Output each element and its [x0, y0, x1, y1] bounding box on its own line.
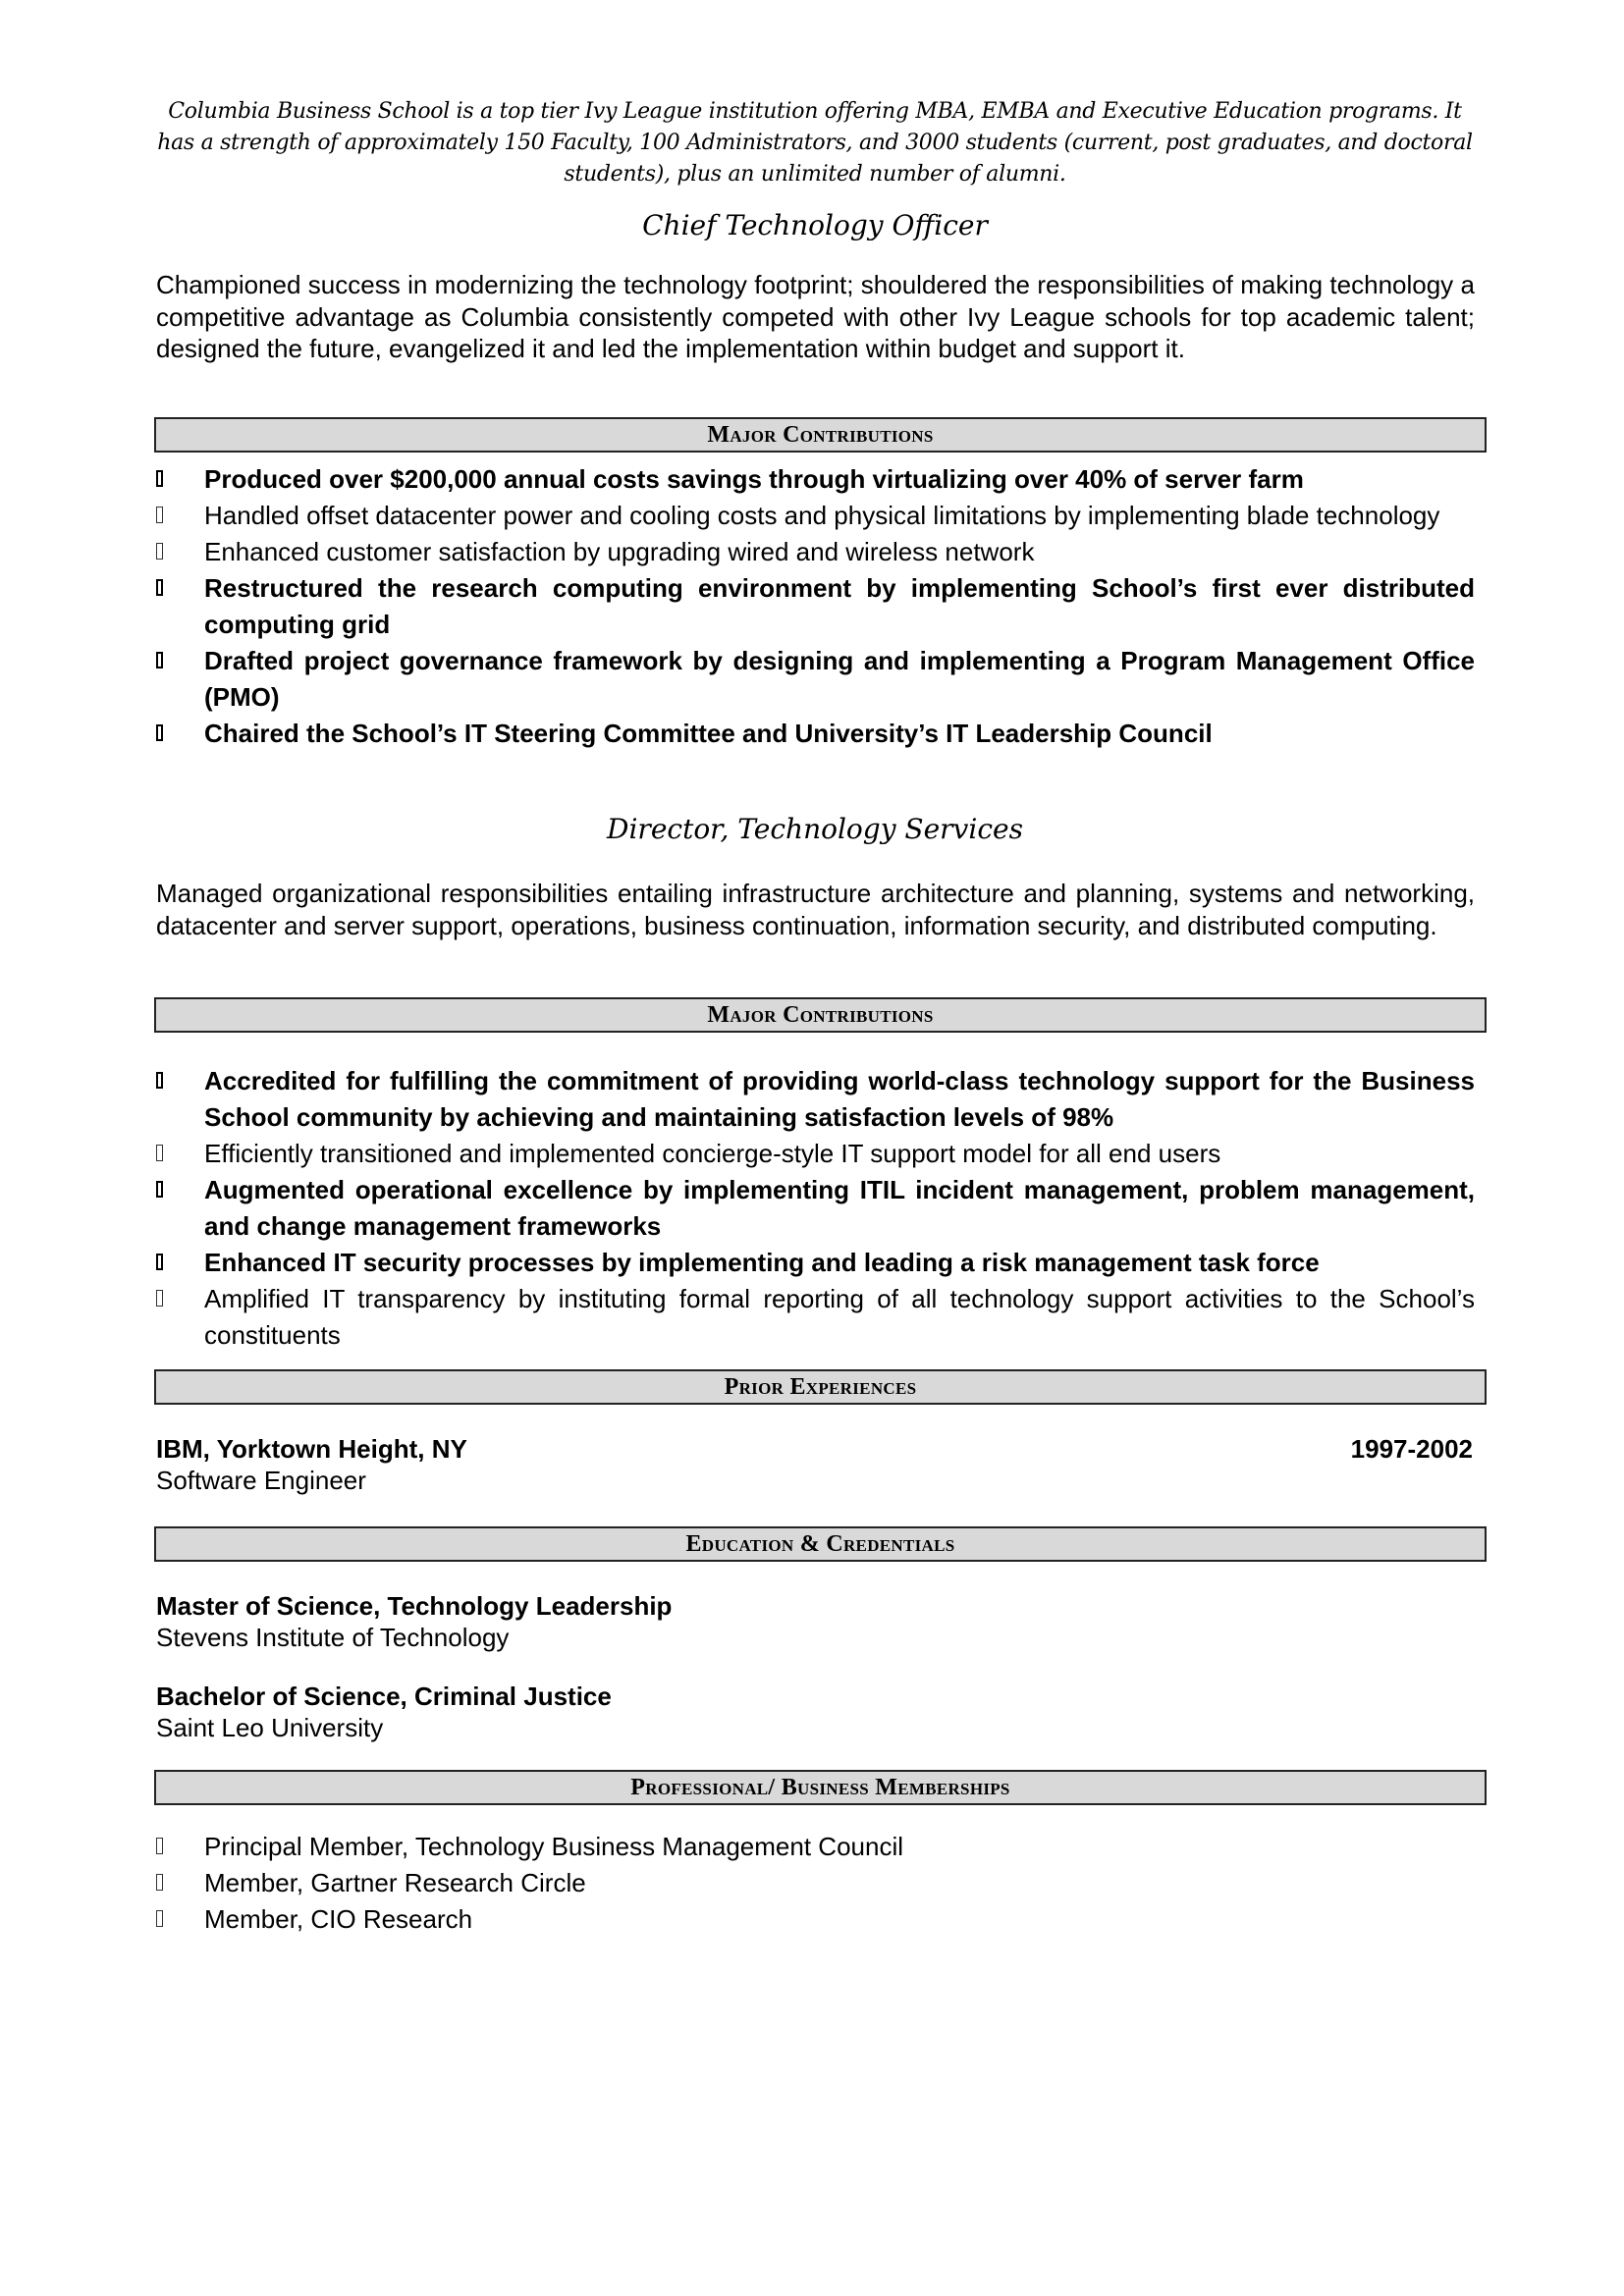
role-summary-director: Managed organizational responsibilities entailing infrastructure architecture and planning, systems and networking, datacenter and server support, operations, business continuation, information security, and distributed computing. [156, 879, 1475, 940]
contribution-text: Drafted project governance framework by designing and implementing a Program Management Office (PMO) [204, 646, 1475, 712]
contribution-text: Accredited for fulfilling the commitment of providing world-class technology support for the Business School community by achieving and maintaining satisfaction levels of 98% [204, 1066, 1475, 1132]
section-header-education: Education & Credentials [154, 1526, 1487, 1562]
role-title-cto: Chief Technology Officer [642, 209, 988, 241]
bullet-icon [156, 1910, 163, 1927]
list-item [154, 1063, 1475, 1136]
list-item [154, 498, 1475, 534]
list-item [154, 643, 1475, 716]
section-header-major-contributions: Major Contributions [154, 417, 1487, 453]
contribution-text: Efficiently transitioned and implemented concierge-style IT support model for all end users [204, 1139, 1221, 1168]
list-item [154, 1136, 1475, 1172]
contribution-text: Produced over $200,000 annual costs savings through virtualizing over 40% of server farm [204, 464, 1304, 494]
list-item [154, 534, 1475, 570]
contribution-text: Amplified IT transparency by instituting formal reporting of all technology support activities to the School’s constituents [204, 1284, 1475, 1350]
list-item [154, 1829, 1475, 1865]
bullet-icon [156, 579, 163, 596]
contribution-text: Enhanced IT security processes by implementing and leading a risk management task force [204, 1248, 1320, 1277]
role-title-director: Director, Technology Services [607, 813, 1023, 845]
bullet-icon [156, 1145, 163, 1161]
memberships-list [154, 1829, 1475, 1938]
employer-name: IBM, Yorktown Height, NY [156, 1434, 467, 1464]
list-item [154, 1865, 1475, 1901]
school: Stevens Institute of Technology [156, 1623, 510, 1652]
contribution-text: Restructured the research computing environment by implementing School’s first ever distributed computing grid [204, 573, 1475, 639]
list-item [154, 716, 1475, 752]
list-item [154, 1172, 1475, 1245]
bullet-icon [156, 652, 163, 668]
degree: Master of Science, Technology Leadership [156, 1591, 673, 1621]
company-description: Columbia Business School is a top tier Ivy League institution offering MBA, EMBA and Executive Education programs. It has a strength of approximately 150 Faculty, 100 Administrators, and 3000 students (current, post graduates, and doctoral students), plus an unlimited number of alumni. [157, 99, 1473, 187]
bullet-icon [156, 1290, 163, 1307]
section-header-major-contributions: Major Contributions [154, 997, 1487, 1033]
contribution-text: Handled offset datacenter power and cooling costs and physical limitations by implementing blade technology [204, 501, 1440, 530]
bullet-icon [156, 1254, 163, 1270]
section-header-prior-experiences: Prior Experiences [154, 1369, 1487, 1405]
role-summary-cto: Championed success in modernizing the technology footprint; shouldered the responsibilities of making technology a competitive advantage as Columbia consistently competed with other Ivy League schools for top academic talent; designed the future, evangelized it and led the implementation within budget and support it. [156, 270, 1475, 363]
prior-experience-entry [156, 1433, 1475, 1496]
membership-text: Member, CIO Research [204, 1904, 473, 1934]
bullet-icon [156, 543, 163, 560]
bullet-icon [156, 1838, 163, 1854]
list-item [154, 1901, 1475, 1938]
school: Saint Leo University [156, 1713, 384, 1742]
employment-dates: 1997-2002 [1350, 1434, 1473, 1464]
list-item [154, 1281, 1475, 1354]
section-header-memberships: Professional/ Business Memberships [154, 1770, 1487, 1805]
education-entry [156, 1590, 1475, 1653]
bullet-icon [156, 507, 163, 523]
bullet-icon [156, 1072, 163, 1089]
bullet-icon [156, 724, 163, 741]
contributions-list-cto [154, 461, 1475, 752]
bullet-icon [156, 1181, 163, 1198]
list-item [154, 570, 1475, 643]
bullet-icon [156, 470, 163, 487]
contribution-text: Chaired the School’s IT Steering Committee and University’s IT Leadership Council [204, 719, 1213, 748]
education-entry [156, 1681, 1475, 1743]
list-item [154, 1245, 1475, 1281]
bullet-icon [156, 1874, 163, 1891]
contribution-text: Enhanced customer satisfaction by upgrading wired and wireless network [204, 537, 1035, 566]
position-title: Software Engineer [156, 1466, 366, 1495]
contribution-text: Augmented operational excellence by implementing ITIL incident management, problem management, and change management frameworks [204, 1175, 1475, 1241]
list-item [154, 461, 1475, 498]
membership-text: Member, Gartner Research Circle [204, 1868, 586, 1897]
contributions-list-director [154, 1063, 1475, 1354]
membership-text: Principal Member, Technology Business Management Council [204, 1832, 904, 1861]
degree: Bachelor of Science, Criminal Justice [156, 1682, 612, 1711]
